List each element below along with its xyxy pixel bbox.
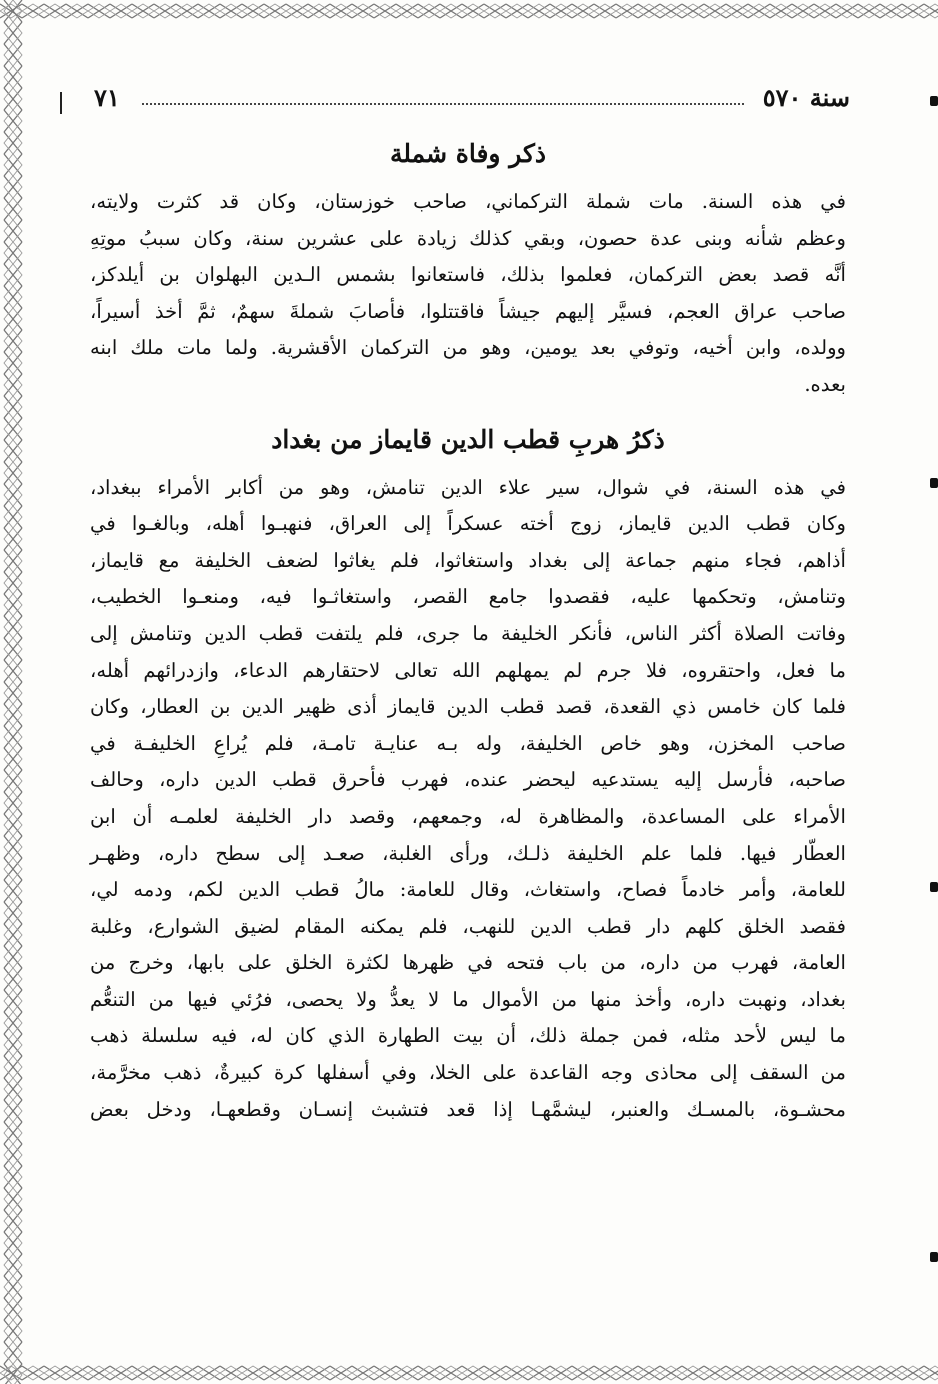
text-line: بغداد، ونهبت داره، وأخذ منها من الأموال ما لا يعدُّ ولا يحصى، فرُئي فيها من التنعُّم — [90, 987, 846, 1011]
text-line: وعظم شأنه وبنى عدة حصون، وبقي كذلك زيادة على عشرين سنة، وكان سببُ موتِهِ — [90, 226, 846, 250]
decorative-border-left — [0, 0, 26, 1384]
leader-dots — [142, 103, 744, 105]
text-line: أذاهم، فجاء منهم جماعة إلى بغداد واستغاثوا، فلم يغاثوا لضعف الخليفة مع قايماز، — [90, 548, 846, 572]
text-line: وتنامش، وتحكمها عليه، فقصدوا جامع القصر، واستغاثـوا فيه، ومنعـوا الخطيب، — [90, 585, 846, 609]
text-line: صاحب عراق العجم، فسيَّر إليهم جيشاً فاقتتلوا، فأصابَ شملةَ سهمٌ، ثمَّ أخذ أسيراً، — [90, 299, 846, 323]
text-line: العامة، فهرب من داره، من باب فتحه في ظهرها لكثرة الخلق على بابها، وخرج من — [90, 951, 846, 975]
section-paragraph — [90, 470, 846, 1129]
edge-mark — [930, 96, 938, 106]
text-line: بعده. — [804, 372, 846, 396]
text-line: فلما كان خامس ذي القعدة، قصد قطب الدين قايماز أذى ظهير الدين بن العطار، وكان — [90, 695, 846, 719]
page-number: ٧١ — [94, 83, 120, 112]
decorative-border-bottom — [0, 1362, 938, 1384]
decorative-border-top — [0, 0, 938, 22]
text-line: صاحبه، فأرسل إليه يستدعيه ليحضر عنده، فهرب فأحرق قطب الدين داره، وحالف — [90, 768, 846, 792]
running-head — [60, 83, 850, 117]
edge-mark — [930, 478, 938, 488]
text-line: فقصد الخلق كلهم دار قطب الدين للنهب، فلم يمكنه المقام لضيق الشوارع، وغلبة — [90, 914, 846, 938]
text-line: ما ليس لأحد مثله، فمن جملة ذلك، أن بيت الطهارة الذي كان له، فيه سلسلة ذهب — [90, 1024, 846, 1048]
section-title: ذكرُ هربِ قطب الدين قايماز من بغداد — [271, 424, 665, 454]
main-text — [90, 128, 846, 1128]
text-line: محشـوة، بالمسـك والعنبر، ليشمَّهـا إذا قعد فتشبث إنسـان وقطعهـا، ودخل بعض — [90, 1097, 846, 1121]
section-title: ذكر وفاة شملة — [389, 139, 547, 168]
text-line: صاحب المخزن، وهو خاص الخليفة، وله بـه عنايـة تامـة، فلم يُراعِ الخليفـة في — [90, 731, 846, 755]
text-line: الأمراء على المساعدة، والمظاهرة له، وجمعهم، وقصد دار الخليفة لعلمـه أن ابن — [90, 804, 846, 828]
edge-mark — [930, 1252, 938, 1262]
text-line: من السقف إلى محاذى وجه القاعدة على الخلا، وفي أسفلها كرة كبيرةٌ، ذهب مخرَّمة، — [90, 1061, 846, 1085]
section-paragraph — [90, 184, 846, 404]
text-line: في هذه السنة. مات شملة التركماني، صاحب خوزستان، وكان قد كثرت ولايته، — [90, 190, 846, 213]
text-line: وولده، وابن أخيه، وتوفي بعد يومين، وهو من التركمان الأقشرية. ولما مات ملك ابنه — [90, 336, 846, 360]
text-line: وفاتت الصلاة أكثر الناس، فأنكر الخليفة ما جرى، فلم يلتفت قطب الدين وتنامش إلى — [90, 621, 846, 645]
year-title: سنة ٥٧٠ — [762, 83, 850, 112]
text-line: العطّار فيها. فلما علم الخليفة ذلـك، ورأى الغلبة، صعـد إلى سطح داره، وظهـر — [90, 841, 846, 865]
text-line: للعامة، وأمر خادماً فصاح، واستغاث، وقال للعامة: مالُ قطب الدين لكم، ودمه لي، — [90, 878, 846, 902]
edge-mark — [930, 882, 938, 892]
text-line: وكان قطب الدين قايماز، زوج أخته عسكراً إلى العراق، فنهبـوا أهله، وبالغـوا في — [90, 512, 846, 536]
text-line: ما فعل، واحتقروه، فلا جرم لم يمهلهم الله تعالى لاحتقارهم الدعاء، وازدرائهم أهله، — [90, 658, 846, 682]
text-line: أنَّه قصد بعض التركمان، فعلموا بذلك، فاستعانوا بشمس الـدين البهلوان بن أيلدكز، — [90, 263, 846, 287]
text-line: في هذه السنة، في شوال، سير علاء الدين تنامش، وهو من أكابر الأمراء ببغداد، — [90, 475, 846, 499]
